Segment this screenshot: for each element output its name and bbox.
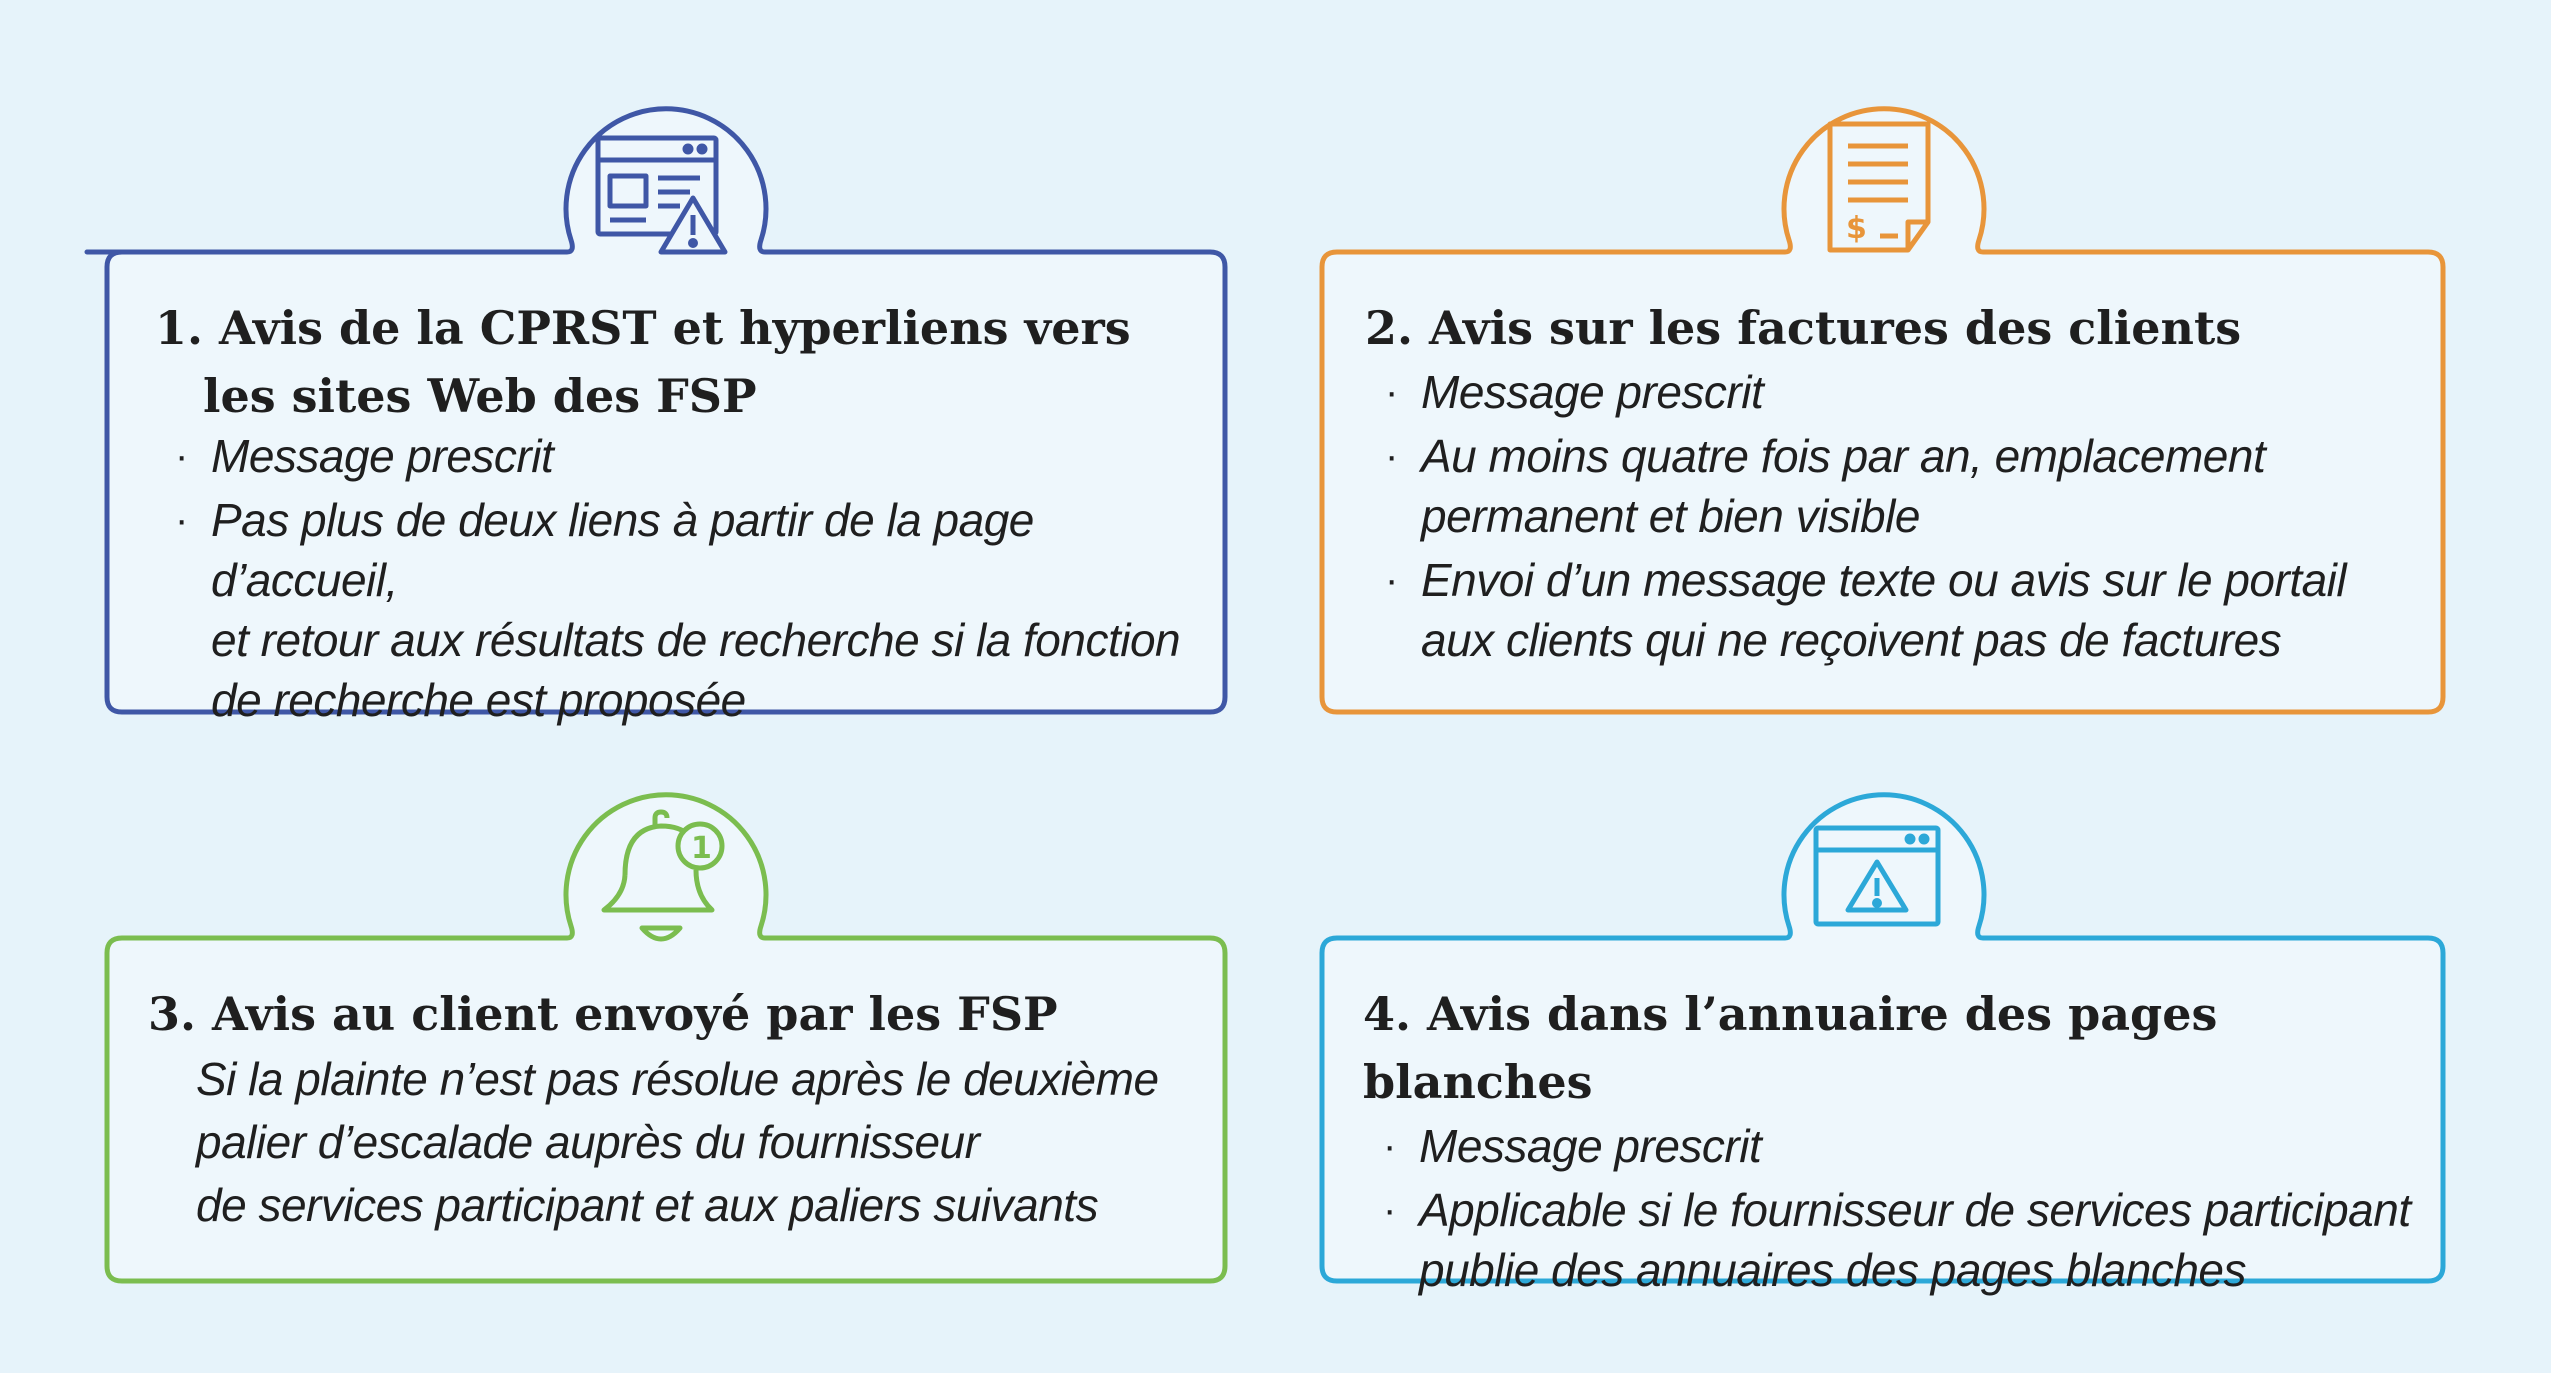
card-3 [148,980,1208,1237]
card-4-list [1363,1116,2433,1300]
card-2 [1365,294,2425,674]
svg-text:$: $ [1846,211,1867,246]
list-item: · Applicable si le fournisseur de services participant publie des annuaires des pages blanches [1383,1184,2411,1296]
list-item: · Pas plus de deux liens à partir de la page d’accueil, et retour aux résultats de recherche si la fonction de recherche est proposée [175,494,1181,726]
card-1-title-line2: les sites Web des FSP [203,369,757,423]
list-item: · Message prescrit [1385,366,1764,418]
card-2-list [1365,362,2425,670]
card-3-paragraph: Si la plainte n’est pas résolue après le deuxième palier d’escalade auprès du fournisseur de services participant et aux paliers suivants [196,1053,1159,1231]
card-2-title: 2. Avis sur les factures des clients [1365,301,2242,355]
card-4-title: 4. Avis dans l’annuaire des pages blanches [1363,987,2218,1109]
list-item: · Envoi d’un message texte ou avis sur le portail aux clients qui ne reçoivent pas de factures [1385,554,2347,666]
card-1 [155,294,1205,734]
card-4 [1363,980,2433,1304]
svg-text:1: 1 [691,831,712,866]
card-1-list [155,426,1205,730]
card-3-title: 3. Avis au client envoyé par les FSP [148,987,1058,1041]
list-item: · Au moins quatre fois par an, emplacement permanent et bien visible [1385,430,2266,542]
list-item: · Message prescrit [1383,1120,1762,1172]
list-item: · Message prescrit [175,430,554,482]
card-1-title: 1. Avis de la CPRST et hyperliens vers les sites Web des FSP [155,301,1131,423]
